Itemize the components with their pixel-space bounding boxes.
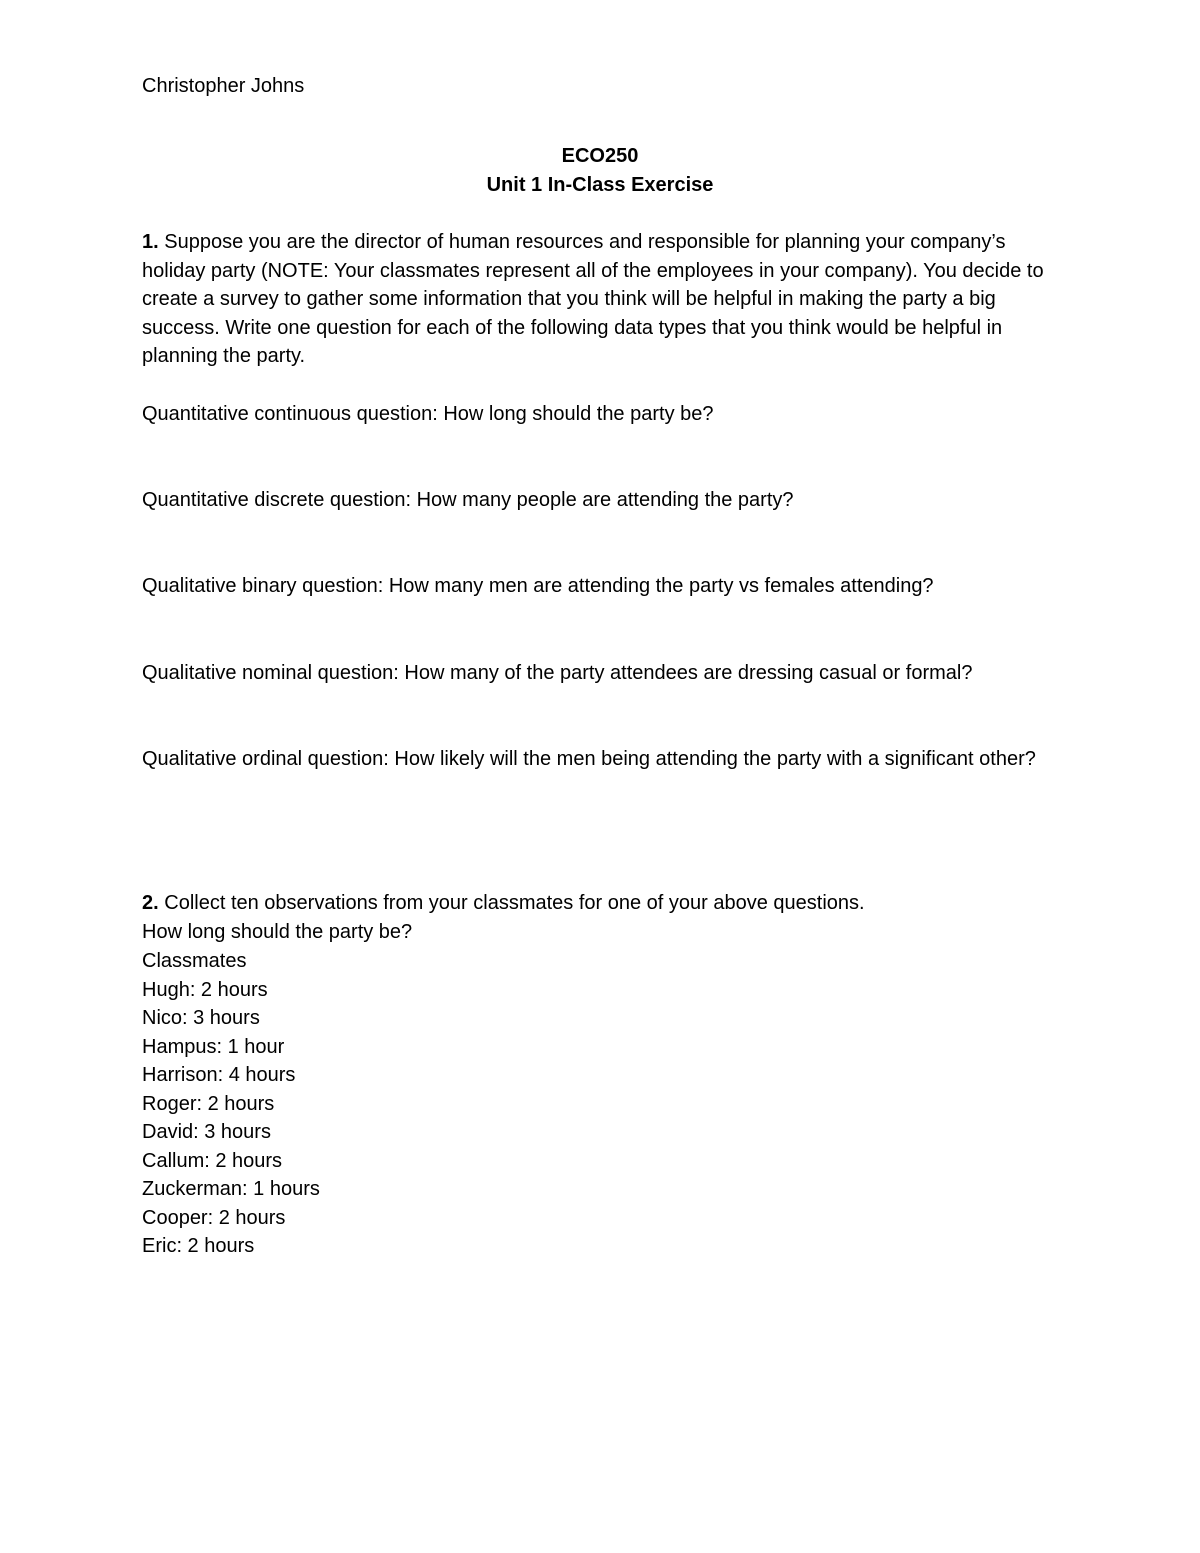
question-1-number: 1. xyxy=(142,231,159,253)
answer-text: How likely will the men being attending the party with a significant other? xyxy=(394,748,1036,770)
question-1-prompt xyxy=(142,228,1072,371)
answer-text: How many men are attending the party vs females attending? xyxy=(388,575,934,597)
answer-text: How many of the party attendees are dressing casual or formal? xyxy=(404,662,973,684)
list-heading: Classmates xyxy=(142,950,247,972)
list-item: Hugh: 2 hours xyxy=(142,978,268,1001)
list-item: Callum: 2 hours xyxy=(142,1149,283,1172)
answer-label: Quantitative discrete question: xyxy=(142,489,412,511)
observations-list xyxy=(142,947,320,1261)
answer-qualitative-binary xyxy=(142,572,934,601)
list-item: Harrison: 4 hours xyxy=(142,1064,296,1086)
question-2-number: 2. xyxy=(142,892,159,914)
question-2-prompt xyxy=(142,889,865,918)
answer-text: How many people are attending the party? xyxy=(416,489,794,511)
list-item: Nico: 3 hours xyxy=(142,1007,260,1029)
list-item: David: 3 hours xyxy=(142,1121,271,1143)
answer-text: How long should the party be? xyxy=(443,403,714,425)
answer-label: Qualitative nominal question: xyxy=(142,662,399,684)
answer-quantitative-discrete xyxy=(142,486,794,515)
answer-qualitative-ordinal xyxy=(142,745,1067,774)
chosen-question: How long should the party be? xyxy=(142,921,413,943)
course-code: ECO250 xyxy=(561,145,639,167)
list-item: Hampus: 1 hour xyxy=(142,1035,285,1058)
list-item: Zuckerman: 1 hours xyxy=(142,1178,320,1200)
answer-quantitative-continuous xyxy=(142,400,714,429)
question-2-text: Collect ten observations from your classmates for one of your above questions. xyxy=(164,892,865,914)
list-item: Roger: 2 hours xyxy=(142,1092,275,1115)
list-item: Eric: 2 hours xyxy=(142,1235,255,1257)
answer-label: Qualitative ordinal question: xyxy=(142,748,389,770)
author-name: Christopher Johns xyxy=(142,75,305,97)
assignment-title: Unit 1 In-Class Exercise xyxy=(486,174,714,196)
question-1-text: Suppose you are the director of human resources and responsible for planning your company’s holiday party (NOTE: Your classmates represent all of the employees in your company). You decide to create a survey to gather some information that you think will be helpful in making the party a big success. Write one question for each of the following data types that you think would be helpful in planning the party. xyxy=(142,231,1044,367)
list-item: Cooper: 2 hours xyxy=(142,1206,286,1229)
answer-qualitative-nominal xyxy=(142,659,972,688)
answer-label: Quantitative continuous question: xyxy=(142,403,438,425)
answer-label: Qualitative binary question: xyxy=(142,575,384,597)
